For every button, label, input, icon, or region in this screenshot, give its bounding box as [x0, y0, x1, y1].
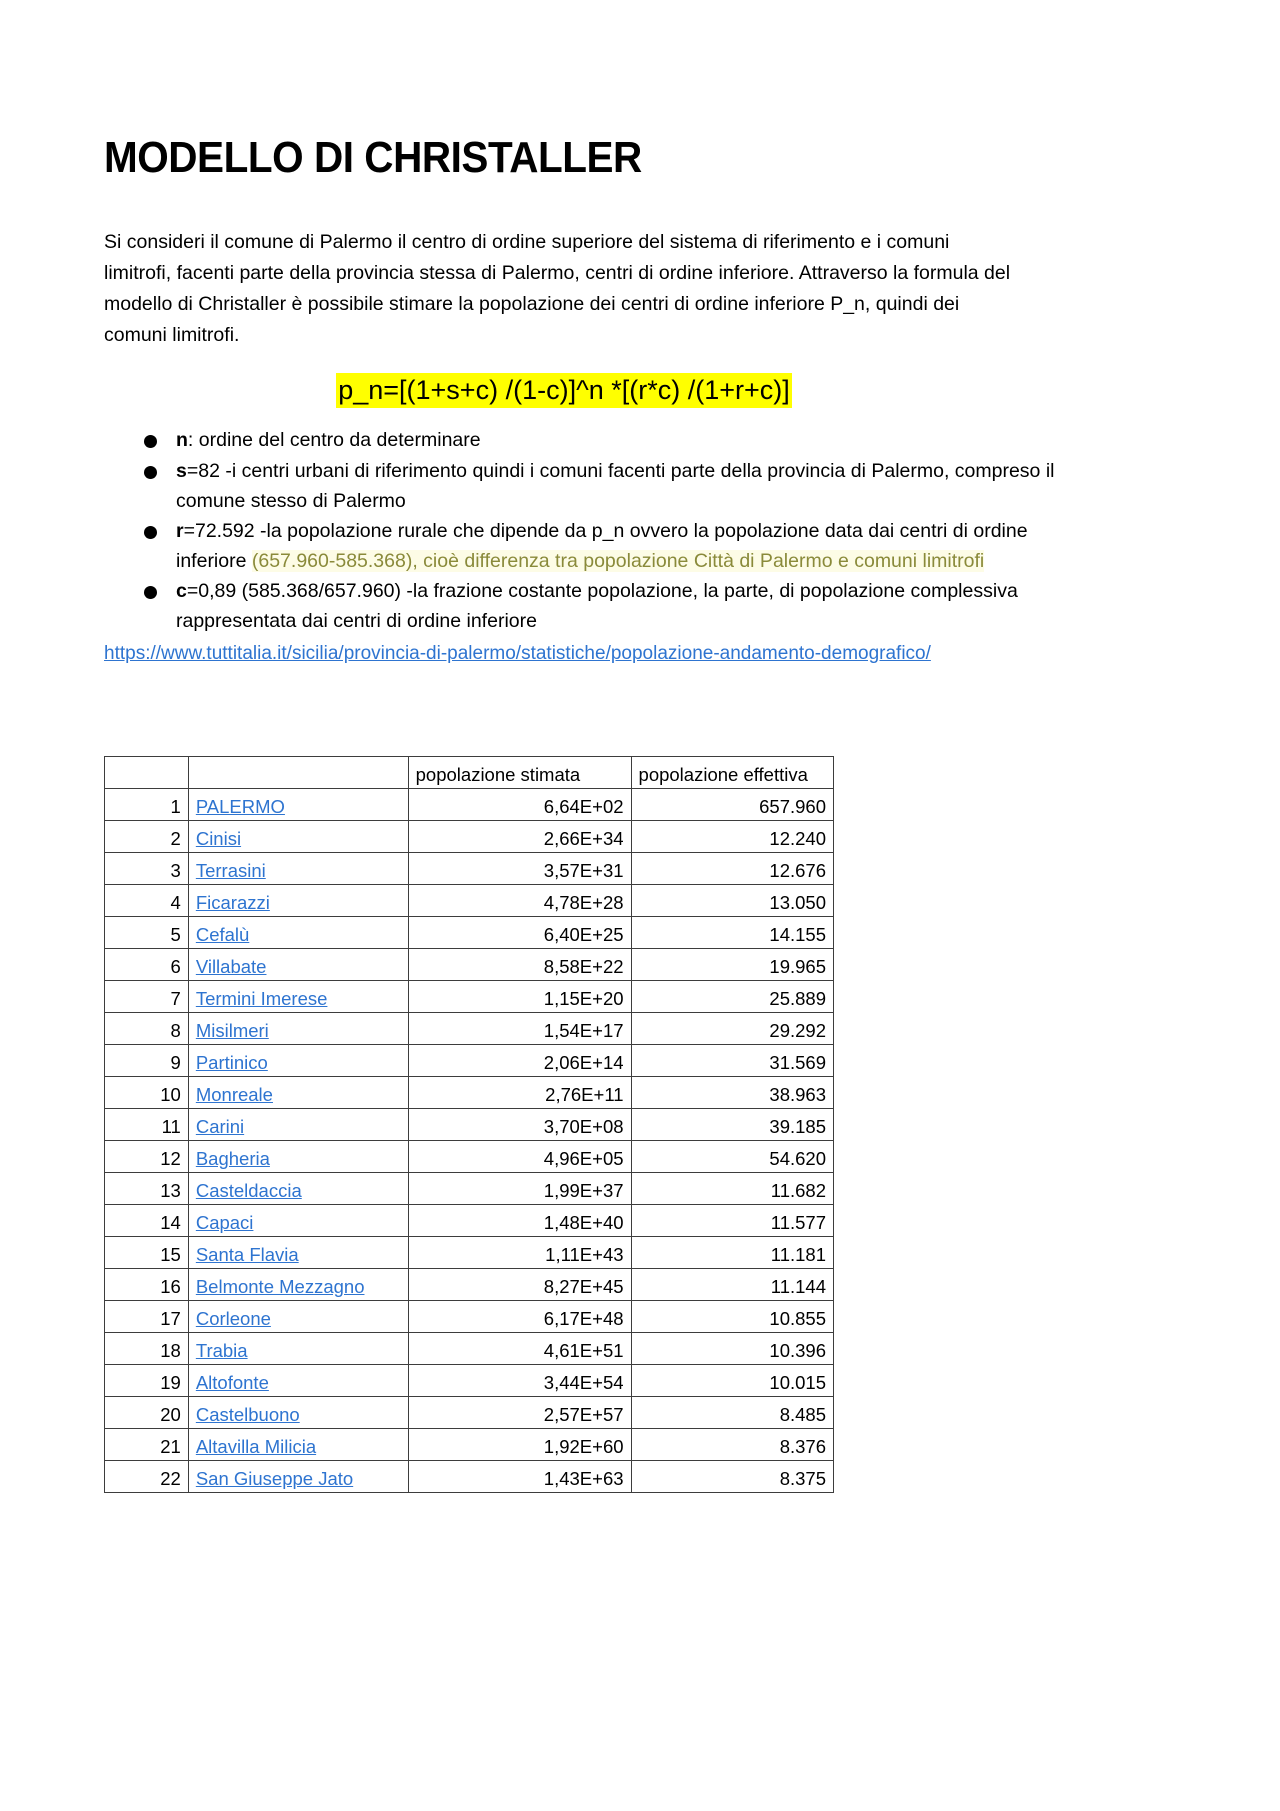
effective-population-cell: 13.050	[631, 885, 833, 917]
bullet-dot-icon	[144, 466, 157, 479]
page-title: MODELLO DI CHRISTALLER	[104, 133, 642, 182]
estimated-population-cell: 6,40E+25	[408, 917, 631, 949]
table-row	[105, 1301, 834, 1333]
municipality-cell	[188, 949, 408, 981]
effective-population-cell: 8.485	[631, 1397, 833, 1429]
effective-population-cell: 11.144	[631, 1269, 833, 1301]
estimated-population-cell: 2,06E+14	[408, 1045, 631, 1077]
municipality-cell	[188, 917, 408, 949]
effective-population-cell: 8.375	[631, 1461, 833, 1493]
intro-paragraph: Si consideri il comune di Palermo il centro di ordine superiore del sistema di riferimento e i comuni limitrofi, facenti parte della provincia stessa di Palermo, centri di ordine inferiore. Attraverso la formula del modello di Christaller è possibile stimare la popolazione dei centri di ordine inferiore P_n, quindi dei comuni limitrofi.	[104, 231, 1011, 346]
table-row	[105, 1237, 834, 1269]
variable-description: =0,89 (585.368/657.960) -la frazione costante popolazione, la parte, di popolazione complessiva rappresentata dai centri di ordine inferiore	[176, 580, 1018, 633]
estimated-population-cell: 4,78E+28	[408, 885, 631, 917]
variable-symbol: n	[176, 429, 188, 452]
municipality-cell	[188, 1205, 408, 1237]
estimated-population-cell: 4,61E+51	[408, 1333, 631, 1365]
effective-population-cell: 29.292	[631, 1013, 833, 1045]
row-index: 10	[105, 1077, 189, 1109]
table-row	[105, 981, 834, 1013]
municipality-link[interactable]: Capaci	[195, 1212, 254, 1234]
row-index: 16	[105, 1269, 189, 1301]
population-table	[104, 756, 834, 1493]
municipality-link[interactable]: Misilmeri	[195, 1020, 269, 1042]
estimated-population-cell: 2,57E+57	[408, 1397, 631, 1429]
table-header	[105, 757, 834, 789]
estimated-population-cell: 1,15E+20	[408, 981, 631, 1013]
effective-population-cell: 12.676	[631, 853, 833, 885]
estimated-population-cell: 1,43E+63	[408, 1461, 631, 1493]
municipality-link[interactable]: Altofonte	[195, 1372, 269, 1394]
effective-population-cell: 11.682	[631, 1173, 833, 1205]
municipality-cell	[188, 885, 408, 917]
estimated-population-cell: 2,66E+34	[408, 821, 631, 853]
municipality-cell	[188, 1237, 408, 1269]
effective-population-cell: 25.889	[631, 981, 833, 1013]
estimated-population-cell: 1,11E+43	[408, 1237, 631, 1269]
municipality-link[interactable]: Corleone	[195, 1308, 271, 1330]
estimated-population-cell: 3,44E+54	[408, 1365, 631, 1397]
municipality-cell	[188, 1109, 408, 1141]
municipality-cell	[188, 1365, 408, 1397]
table-row	[105, 821, 834, 853]
municipality-link[interactable]: Cinisi	[195, 828, 242, 850]
municipality-cell	[188, 1077, 408, 1109]
table-row	[105, 1365, 834, 1397]
municipality-cell	[188, 853, 408, 885]
effective-population-cell: 38.963	[631, 1077, 833, 1109]
variable-description: =82 -i centri urbani di riferimento quindi i comuni facenti parte della provincia di Palermo, compreso il comune stesso di Palermo	[176, 459, 1055, 512]
municipality-link[interactable]: Terrasini	[195, 860, 266, 882]
row-index: 13	[105, 1173, 189, 1205]
table-row	[105, 1461, 834, 1493]
row-index: 1	[105, 789, 189, 821]
effective-population-cell: 39.185	[631, 1109, 833, 1141]
estimated-population-cell: 1,99E+37	[408, 1173, 631, 1205]
municipality-cell	[188, 1013, 408, 1045]
municipality-link[interactable]: Partinico	[195, 1052, 268, 1074]
municipality-link[interactable]: San Giuseppe Jato	[195, 1468, 354, 1490]
municipality-link[interactable]: Carini	[195, 1116, 245, 1138]
effective-population-cell: 11.577	[631, 1205, 833, 1237]
estimated-population-cell: 2,76E+11	[408, 1077, 631, 1109]
estimated-population-cell: 6,17E+48	[408, 1301, 631, 1333]
population-table-container	[104, 668, 1024, 1493]
table-header-row	[105, 757, 834, 789]
table-row	[105, 917, 834, 949]
municipality-cell	[188, 821, 408, 853]
variable-symbol: s	[176, 459, 187, 482]
municipality-link[interactable]: Casteldaccia	[195, 1180, 302, 1202]
effective-population-cell: 10.015	[631, 1365, 833, 1397]
row-index: 5	[105, 917, 189, 949]
estimated-population-cell: 1,48E+40	[408, 1205, 631, 1237]
estimated-population-cell: 8,27E+45	[408, 1269, 631, 1301]
estimated-population-cell: 1,54E+17	[408, 1013, 631, 1045]
table-row	[105, 789, 834, 821]
bullet-dot-icon	[144, 586, 157, 599]
list-item	[104, 457, 1076, 516]
table-body	[105, 789, 834, 1493]
estimated-population-cell: 8,58E+22	[408, 949, 631, 981]
row-index: 9	[105, 1045, 189, 1077]
document-content	[104, 0, 1055, 1493]
table-row	[105, 1397, 834, 1429]
estimated-population-cell: 4,96E+05	[408, 1141, 631, 1173]
table-row	[105, 885, 834, 917]
municipality-link[interactable]: PALERMO	[195, 796, 285, 818]
municipality-link[interactable]: Castelbuono	[195, 1404, 300, 1426]
list-item	[104, 517, 1076, 576]
municipality-cell	[188, 1141, 408, 1173]
variable-symbol: r	[176, 520, 184, 543]
row-index: 17	[105, 1301, 189, 1333]
row-index: 12	[105, 1141, 189, 1173]
municipality-link[interactable]: Bagheria	[195, 1148, 270, 1170]
municipality-cell	[188, 1333, 408, 1365]
variable-description: =72.592 -la popolazione rurale che dipende da p_n ovvero la popolazione data dai centri di ordine inferiore	[176, 520, 1028, 572]
row-index: 19	[105, 1365, 189, 1397]
effective-population-cell: 657.960	[631, 789, 833, 821]
municipality-cell	[188, 1269, 408, 1301]
effective-population-cell: 31.569	[631, 1045, 833, 1077]
municipality-cell	[188, 789, 408, 821]
column-header-index	[105, 757, 189, 789]
municipality-link[interactable]: Monreale	[195, 1084, 273, 1106]
column-header-effective-population: popolazione effettiva	[631, 757, 833, 789]
variable-description: : ordine del centro da determinare	[187, 429, 481, 452]
municipality-link[interactable]: Trabia	[195, 1340, 248, 1362]
row-index: 2	[105, 821, 189, 853]
formula-container	[104, 351, 1024, 409]
table-row	[105, 1077, 834, 1109]
list-item	[104, 426, 1076, 456]
christaller-formula: p_n=[(1+s+c) /(1-c)]^n *[(r*c) /(1+r+c)]	[336, 373, 792, 409]
municipality-cell	[188, 1045, 408, 1077]
table-row	[105, 1269, 834, 1301]
effective-population-cell: 14.155	[631, 917, 833, 949]
estimated-population-cell: 3,57E+31	[408, 853, 631, 885]
column-header-estimated-population: popolazione stimata	[408, 757, 631, 789]
row-index: 11	[105, 1109, 189, 1141]
row-index: 8	[105, 1013, 189, 1045]
estimated-population-cell: 6,64E+02	[408, 789, 631, 821]
estimated-population-cell: 1,92E+60	[408, 1429, 631, 1461]
table-row	[105, 1013, 834, 1045]
row-index: 22	[105, 1461, 189, 1493]
effective-population-cell: 10.396	[631, 1333, 833, 1365]
variable-symbol: c	[176, 580, 187, 603]
row-index: 20	[105, 1397, 189, 1429]
municipality-link[interactable]: Altavilla Milicia	[195, 1436, 317, 1458]
list-item	[104, 577, 1076, 636]
effective-population-cell: 8.376	[631, 1429, 833, 1461]
municipality-cell	[188, 1429, 408, 1461]
row-index: 14	[105, 1205, 189, 1237]
row-index: 7	[105, 981, 189, 1013]
municipality-link[interactable]: Cefalù	[195, 924, 250, 946]
estimated-population-cell: 3,70E+08	[408, 1109, 631, 1141]
bullet-dot-icon	[144, 435, 157, 448]
municipality-cell	[188, 1461, 408, 1493]
municipality-cell	[188, 1301, 408, 1333]
municipality-cell	[188, 1173, 408, 1205]
effective-population-cell: 19.965	[631, 949, 833, 981]
effective-population-cell: 54.620	[631, 1141, 833, 1173]
table-row	[105, 1205, 834, 1237]
municipality-link[interactable]: Villabate	[195, 956, 267, 978]
row-index: 4	[105, 885, 189, 917]
row-index: 6	[105, 949, 189, 981]
table-row	[105, 1333, 834, 1365]
effective-population-cell: 10.855	[631, 1301, 833, 1333]
row-index: 15	[105, 1237, 189, 1269]
municipality-link[interactable]: Santa Flavia	[195, 1244, 299, 1266]
municipality-cell	[188, 1397, 408, 1429]
table-row	[105, 1429, 834, 1461]
table-row	[105, 949, 834, 981]
row-index: 3	[105, 853, 189, 885]
source-url-link[interactable]: https://www.tuttitalia.it/sicilia/provincia-di-palermo/statistiche/popolazione-andamento-demografico/	[104, 642, 931, 664]
table-row	[105, 1173, 834, 1205]
municipality-link[interactable]: Termini Imerese	[195, 988, 328, 1010]
municipality-link[interactable]: Belmonte Mezzagno	[195, 1276, 365, 1298]
municipality-link[interactable]: Ficarazzi	[195, 892, 270, 914]
table-row	[105, 1045, 834, 1077]
effective-population-cell: 11.181	[631, 1237, 833, 1269]
table-row	[105, 1141, 834, 1173]
effective-population-cell: 12.240	[631, 821, 833, 853]
variable-list	[104, 408, 1055, 636]
row-index: 18	[105, 1333, 189, 1365]
table-row	[105, 853, 834, 885]
bullet-dot-icon	[144, 526, 157, 539]
table-row	[105, 1109, 834, 1141]
municipality-cell	[188, 981, 408, 1013]
variable-note-highlighted: (657.960-585.368), cioè differenza tra popolazione Città di Palermo e comuni limitrofi	[251, 549, 985, 572]
column-header-municipality	[188, 757, 408, 789]
row-index: 21	[105, 1429, 189, 1461]
